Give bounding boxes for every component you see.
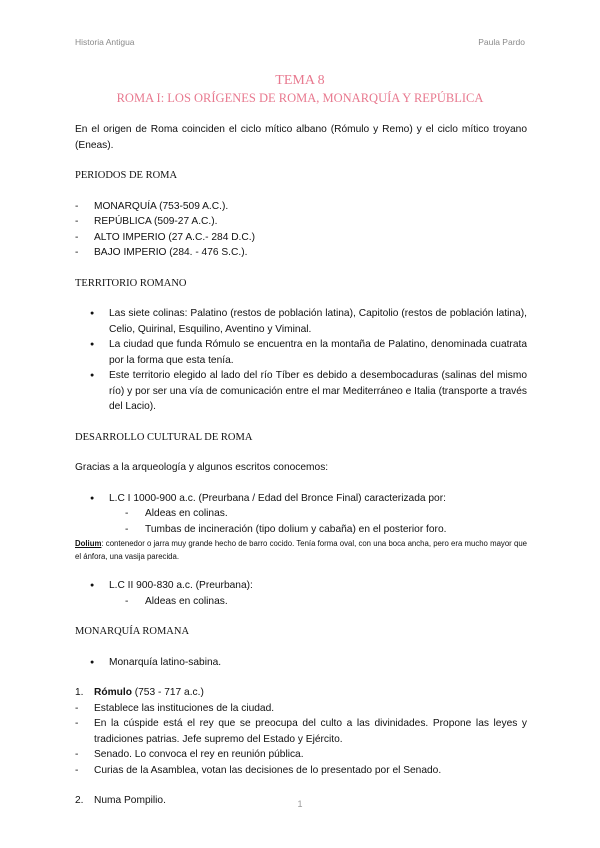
list-number: 1. — [75, 687, 84, 698]
list-item: - Tumbas de incineración (tipo dolium y cabaña) en el posterior foro. — [125, 522, 527, 538]
dolium-note — [75, 538, 527, 563]
document-body — [75, 122, 527, 809]
desarrollo-intro: Gracias a la arqueología y algunos escritos conocemos: — [75, 462, 329, 473]
list-item: - En la cúspide está el rey que se preocupa del culto a las divinidades. Propone las leyes y tradiciones patrias. Jefe supremo del Estado y Ejército. — [75, 716, 527, 747]
list-number: 2. — [75, 795, 84, 806]
list-item: ● L.C II 900-830 a.c. (Preurbana): — [75, 578, 527, 594]
list-item: ● Este territorio elegido al lado del río Tíber es debido a desembocaduras (salinas del mismo río) y por ser una vía de comunicación entre el mar Mediterráneo e Italia (transporte a través del Lacio). — [75, 368, 527, 415]
monarquia-list — [75, 655, 527, 671]
intro-paragraph: En el origen de Roma coinciden el ciclo mítico albano (Rómulo y Remo) y el ciclo mítico troyano (Eneas). — [75, 124, 527, 151]
list-item: - BAJO IMPERIO (284. - 476 S.C.). — [75, 245, 527, 261]
king-item — [75, 685, 527, 701]
document-title: TEMA 8 — [275, 73, 325, 88]
list-item: - Establece las instituciones de la ciudad. — [75, 701, 527, 717]
list-item: - ALTO IMPERIO (27 A.C.- 284 D.C.) — [75, 230, 527, 246]
lcii-sublist — [125, 594, 527, 610]
list-item: ● Monarquía latino-sabina. — [75, 655, 527, 671]
king-name: Rómulo — [94, 687, 132, 698]
list-item: ● La ciudad que funda Rómulo se encuentra en la montaña de Palatino, denominada cuatrata por la forma que esta tenía. — [75, 337, 527, 368]
header-author: Paula Pardo — [478, 37, 525, 47]
king-name: Numa Pompilio. — [94, 795, 166, 806]
list-item: - Curias de la Asamblea, votan las decisiones de lo presentado por el Senado. — [75, 763, 527, 779]
list-item: - MONARQUÍA (753-509 A.C.). — [75, 199, 527, 215]
list-item: - REPÚBLICA (509-27 A.C.). — [75, 214, 527, 230]
lci-sublist — [125, 506, 527, 537]
lcii-list — [75, 578, 527, 594]
list-item: - Aldeas en colinas. — [125, 506, 527, 522]
note-text: : contenedor o jarra muy grande hecho de barro cocido. Tenía forma oval, con una boca ancha, pero era mucho mayor que el ánfora, una vasija parecida. — [75, 539, 527, 561]
list-item: - Aldeas en colinas. — [125, 594, 527, 610]
section-heading-territorio: TERRITORIO ROMANO — [75, 277, 187, 289]
periodos-list — [75, 199, 527, 261]
header-subject: Historia Antigua — [75, 37, 135, 47]
note-term: Dolium — [75, 539, 102, 548]
list-item: ● Las siete colinas: Palatino (restos de población latina), Capitolio (restos de población latina), Celio, Quirinal, Esquilino, Aventino y Viminal. — [75, 306, 527, 337]
list-item: ● L.C I 1000-900 a.c. (Preurbana / Edad del Bronce Final) caracterizada por: — [75, 491, 527, 507]
section-heading-periodos: PERIODOS DE ROMA — [75, 170, 178, 181]
page-number: 1 — [297, 799, 303, 809]
section-heading-desarrollo: DESARROLLO CULTURAL DE ROMA — [75, 431, 253, 443]
section-heading-monarquia: MONARQUÍA ROMANA — [75, 626, 190, 637]
territorio-list — [75, 306, 527, 415]
king1-details — [75, 701, 527, 779]
lci-list — [75, 491, 527, 507]
list-item: - Senado. Lo convoca el rey en reunión pública. — [75, 747, 527, 763]
king-dates: (753 - 717 a.c.) — [131, 687, 204, 698]
king-list — [75, 685, 527, 701]
document-subtitle: ROMA I: LOS ORÍGENES DE ROMA, MONARQUÍA Y REPÚBLICA — [116, 91, 484, 105]
